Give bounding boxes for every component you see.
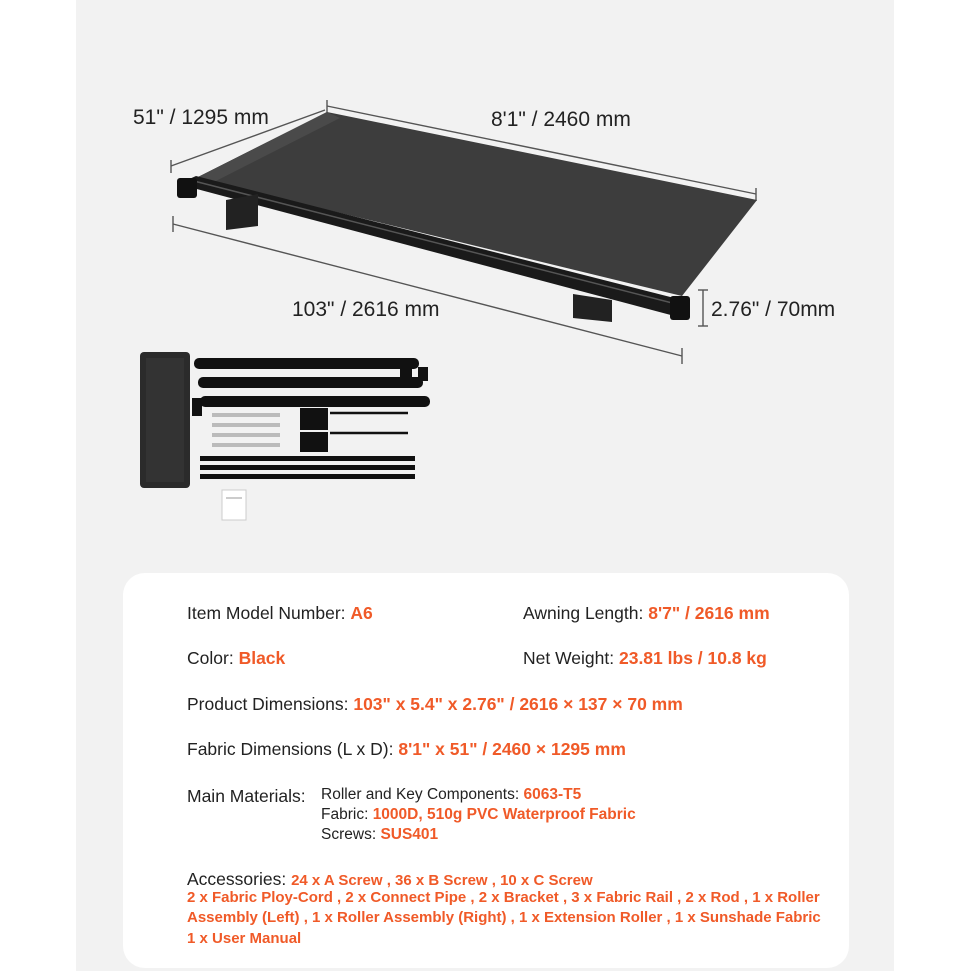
accessories-label: Accessories:	[187, 869, 287, 889]
height-dimension-label: 2.76" / 70mm	[711, 298, 836, 321]
net-weight-label: Net Weight:	[523, 648, 615, 668]
product-dimensions-row	[187, 694, 683, 715]
material-fabric-label: Fabric:	[321, 806, 369, 823]
item-model-value: A6	[350, 603, 373, 623]
accessories-line-3: Assembly (Left) , 1 x Roller Assembly (Right) , 1 x Extension Roller , 1 x Sunshade Fabric	[187, 909, 821, 926]
awning-length-value: 8'7" / 2616 mm	[648, 603, 770, 623]
main-materials-label: Main Materials:	[187, 786, 306, 806]
length-dimension-label: 8'1" / 2460 mm	[491, 108, 631, 131]
awning-length-row	[523, 603, 770, 624]
color-value: Black	[238, 648, 286, 668]
product-dimensions-value: 103" x 5.4" x 2.76" / 2616 × 137 × 70 mm	[353, 694, 683, 714]
material-fabric-row	[321, 806, 636, 824]
depth-dimension-label: 51" / 1295 mm	[133, 106, 269, 129]
material-screws-value: SUS401	[380, 826, 439, 843]
net-weight-row	[523, 648, 767, 669]
material-fabric-value: 1000D, 510g PVC Waterproof Fabric	[372, 806, 636, 823]
material-roller-value: 6063-T5	[523, 786, 582, 803]
fabric-dimensions-value: 8'1" x 51" / 2460 × 1295 mm	[398, 739, 626, 759]
color-label: Color:	[187, 648, 234, 668]
product-dimensions-label: Product Dimensions:	[187, 694, 349, 714]
material-roller-label: Roller and Key Components:	[321, 786, 520, 803]
item-model-row	[187, 603, 373, 624]
material-screws-label: Screws:	[321, 826, 377, 843]
fabric-dimensions-label: Fabric Dimensions (L x D):	[187, 739, 394, 759]
item-model-label: Item Model Number:	[187, 603, 346, 623]
accessories-row	[187, 869, 593, 890]
accessories-line-2: 2 x Fabric Ploy-Cord , 2 x Connect Pipe , 2 x Bracket , 3 x Fabric Rail , 2 x Rod , 1 x Roller	[187, 889, 820, 906]
material-screws-row	[321, 826, 438, 844]
color-row	[187, 648, 285, 669]
accessories-line-4: 1 x User Manual	[187, 930, 302, 947]
material-roller-row	[321, 786, 581, 804]
net-weight-value: 23.81 lbs / 10.8 kg	[618, 648, 767, 668]
awning-length-label: Awning Length:	[523, 603, 644, 623]
total-length-dimension-label: 103" / 2616 mm	[292, 298, 440, 321]
fabric-dimensions-row	[187, 739, 626, 760]
accessories-line-1: 24 x A Screw , 36 x B Screw , 10 x C Screw	[291, 872, 593, 889]
